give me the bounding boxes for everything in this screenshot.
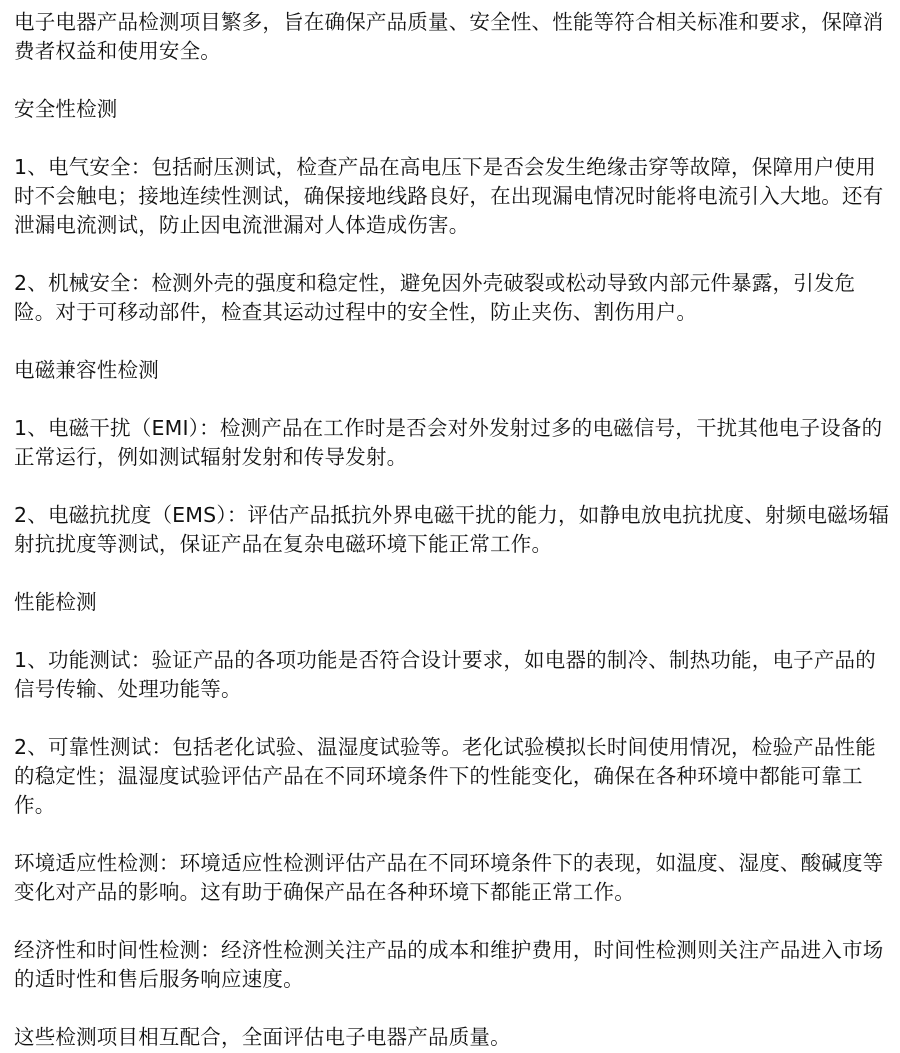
document-body bbox=[14, 8, 892, 1052]
safety-item-electrical: 1、电气安全：包括耐压测试，检查产品在高电压下是否会发生绝缘击穿等故障，保障用户使用时不会触电；接地连续性测试，确保接地线路良好，在出现漏电情况时能将电流引入大地。还有泄漏电流测试，防止因电流泄漏对人体造成伤害。 bbox=[14, 155, 884, 237]
economy-paragraph: 经济性和时间性检测：经济性检测关注产品的成本和维护费用，时间性检测则关注产品进入市场的适时性和售后服务响应速度。 bbox=[14, 938, 884, 991]
safety-item-mechanical: 2、机械安全：检测外壳的强度和稳定性，避免因外壳破裂或松动导致内部元件暴露，引发危险。对于可移动部件，检查其运动过程中的安全性，防止夹伤、割伤用户。 bbox=[14, 271, 856, 324]
intro-paragraph: 电子电器产品检测项目繁多，旨在确保产品质量、安全性、性能等符合相关标准和要求，保障消费者权益和使用安全。 bbox=[14, 10, 884, 63]
performance-item-function: 1、功能测试：验证产品的各项功能是否符合设计要求，如电器的制冷、制热功能，电子产品的信号传输、处理功能等。 bbox=[14, 648, 876, 701]
conclusion-paragraph: 这些检测项目相互配合，全面评估电子电器产品质量。 bbox=[14, 1025, 511, 1049]
performance-item-reliability: 2、可靠性测试：包括老化试验、温湿度试验等。老化试验模拟长时间使用情况，检验产品性能的稳定性；温湿度试验评估产品在不同环境条件下的性能变化，确保在各种环境中都能可靠工作。 bbox=[14, 735, 876, 817]
section-heading-safety: 安全性检测 bbox=[14, 97, 118, 121]
environment-paragraph: 环境适应性检测：环境适应性检测评估产品在不同环境条件下的表现，如温度、湿度、酸碱度等变化对产品的影响。这有助于确保产品在各种环境下都能正常工作。 bbox=[14, 851, 884, 904]
section-heading-performance: 性能检测 bbox=[14, 590, 97, 614]
emc-item-ems: 2、电磁抗扰度（EMS）：评估产品抵抗外界电磁干扰的能力，如静电放电抗扰度、射频电磁场辐射抗扰度等测试，保证产品在复杂电磁环境下能正常工作。 bbox=[14, 503, 890, 556]
emc-item-emi: 1、电磁干扰（EMI）：检测产品在工作时是否会对外发射过多的电磁信号，干扰其他电子设备的正常运行，例如测试辐射发射和传导发射。 bbox=[14, 416, 883, 469]
section-heading-emc: 电磁兼容性检测 bbox=[14, 358, 159, 382]
